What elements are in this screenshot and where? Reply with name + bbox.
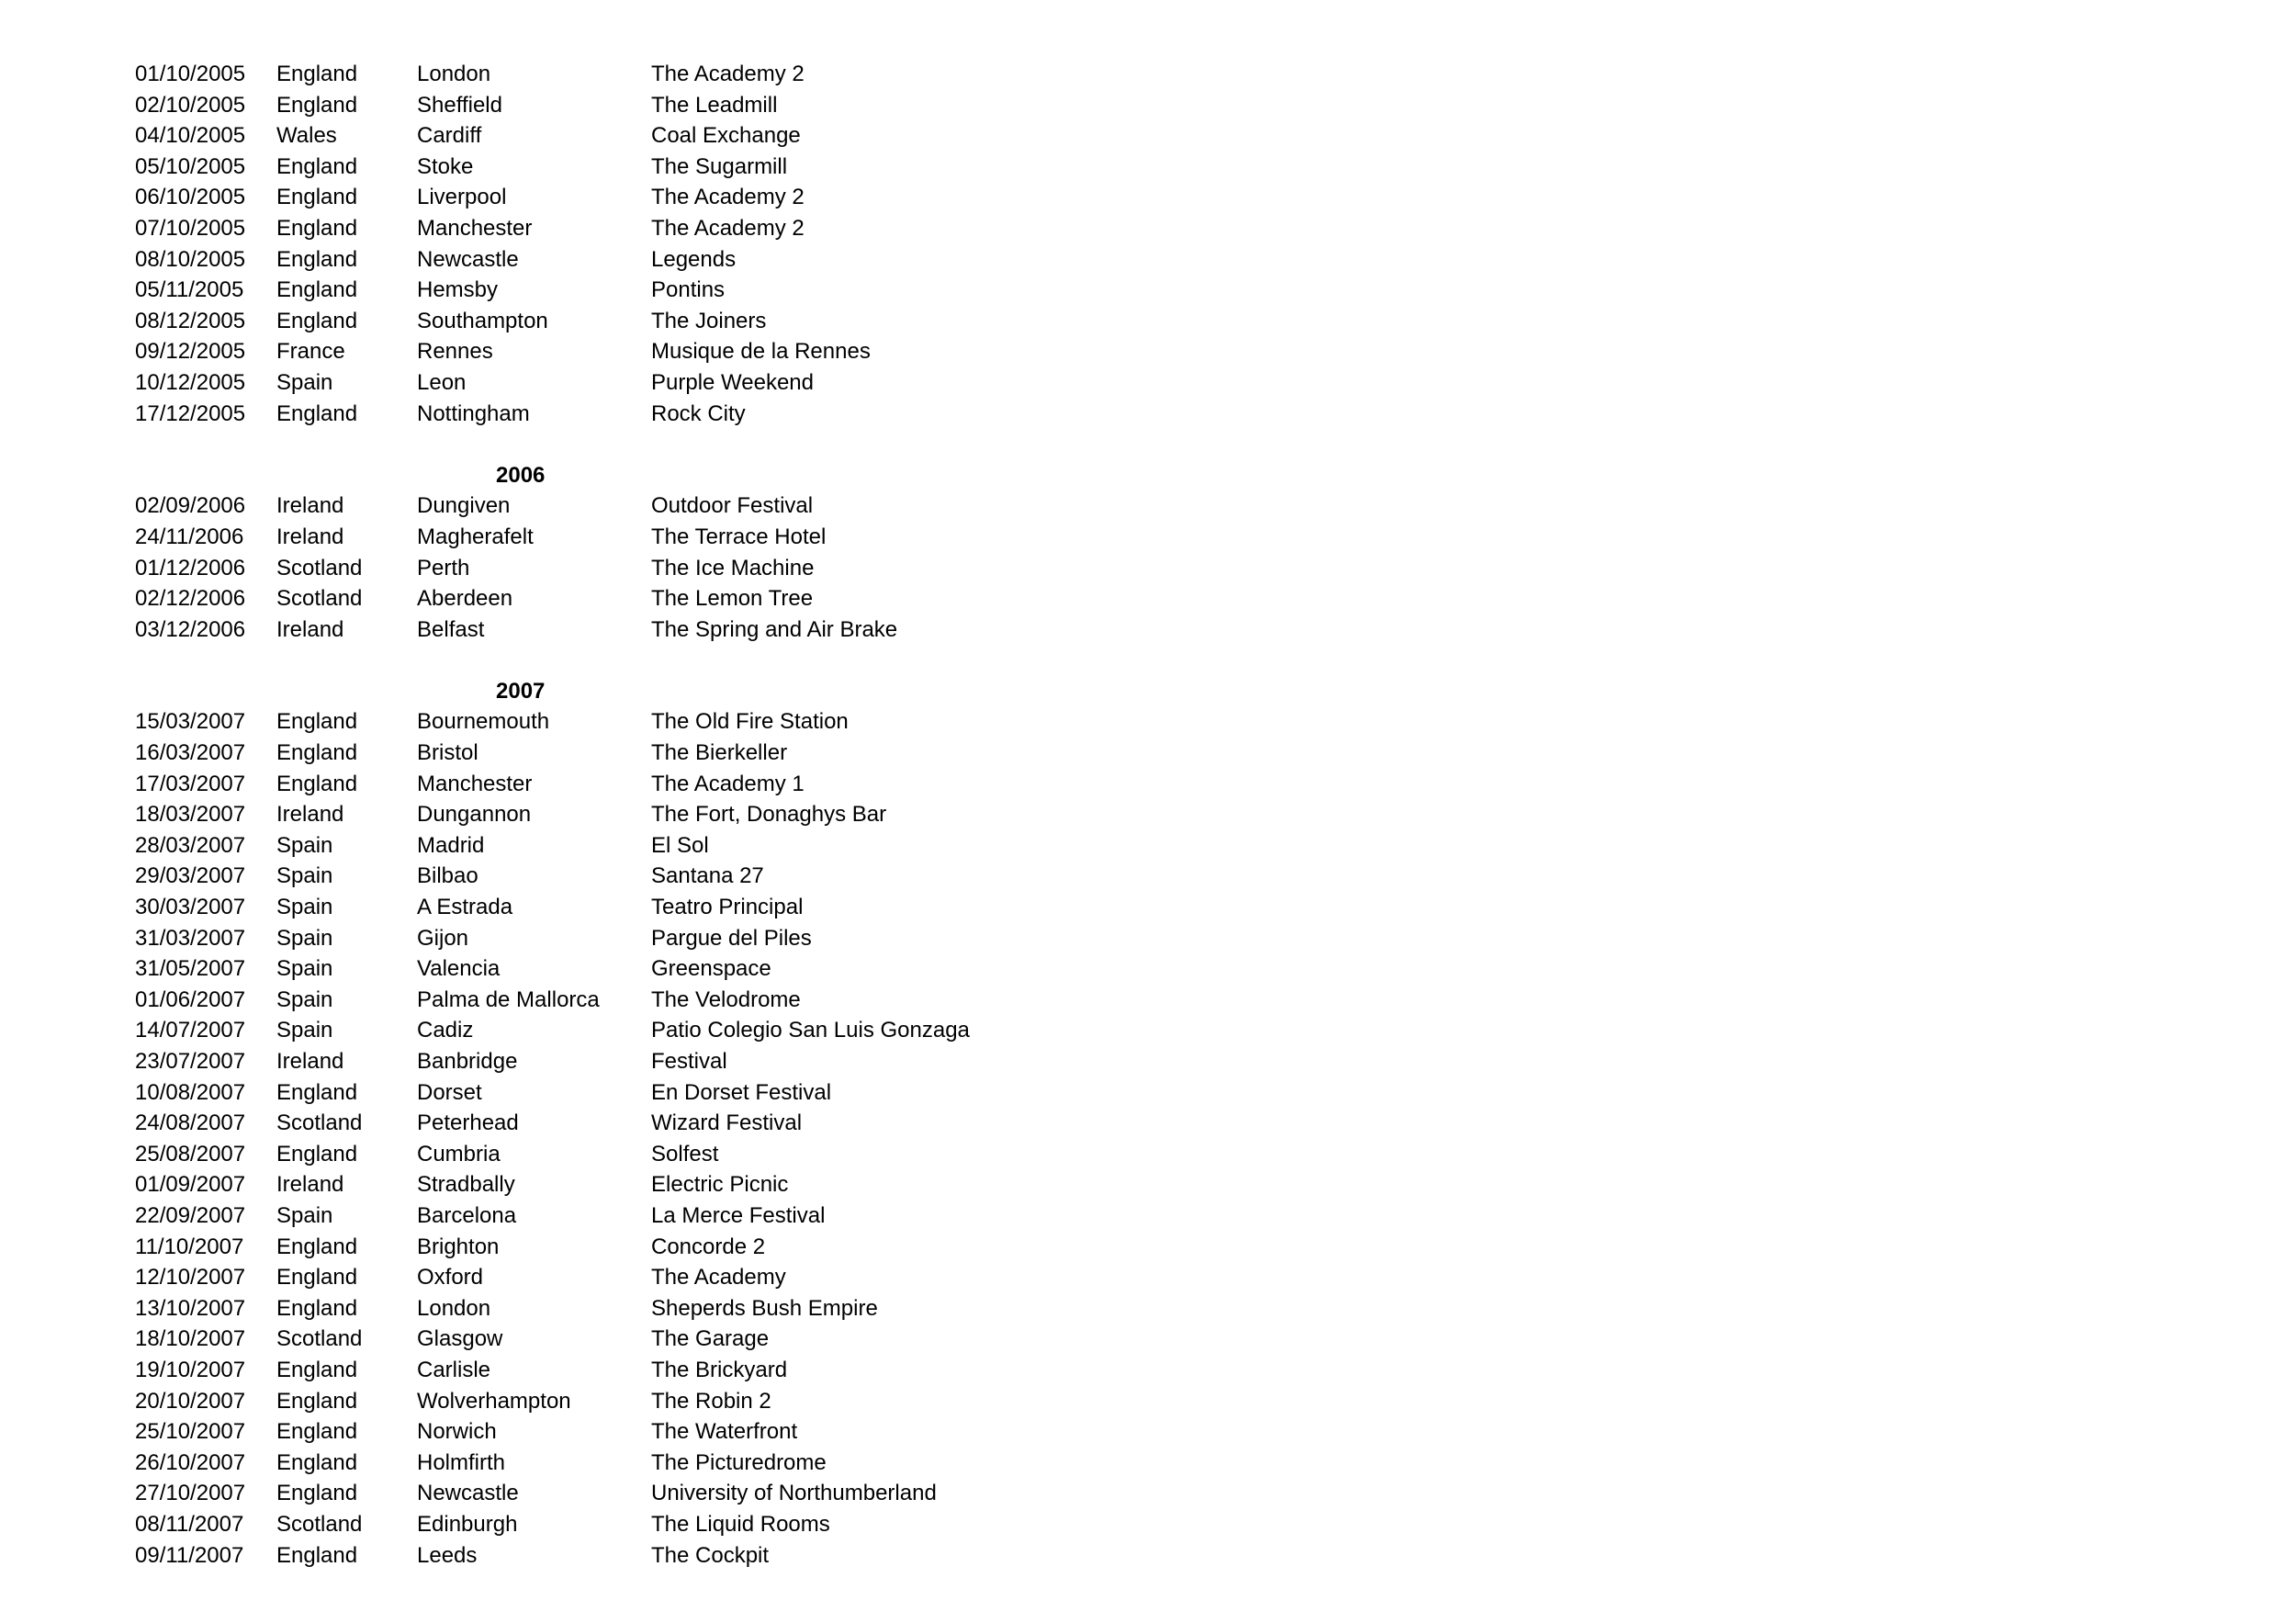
tour-date-row [135,275,1053,306]
city-cell: Aberdeen [417,586,513,612]
city-cell: Liverpool [417,185,507,210]
venue-cell: Solfest [651,1141,719,1167]
country-cell: England [276,153,358,179]
date-cell: 18/03/2007 [135,802,246,828]
venue-cell: Patio Colegio San Luis Gonzaga [651,1018,970,1043]
date-cell: 02/12/2006 [135,586,246,612]
tour-date-row [135,1077,1053,1109]
date-cell: 20/10/2007 [135,1388,246,1414]
country-cell: England [276,1357,358,1382]
venue-cell: The Bierkeller [651,740,788,766]
city-cell: Dungannon [417,802,532,828]
city-cell: Newcastle [417,1481,519,1506]
country-cell: Ireland [276,616,344,642]
city-cell: Southampton [417,308,548,333]
date-cell: 24/11/2006 [135,524,244,549]
venue-cell: The Old Fire Station [651,709,849,735]
date-cell: 29/03/2007 [135,863,246,889]
tour-date-row [135,892,1053,923]
country-cell: England [276,277,358,303]
date-cell: 12/10/2007 [135,1265,246,1291]
date-cell: 26/10/2007 [135,1449,246,1475]
date-cell: 09/11/2007 [135,1542,244,1568]
country-cell: England [276,740,358,766]
city-cell: Barcelona [417,1202,517,1228]
city-cell: Belfast [417,616,485,642]
city-cell: Valencia [417,956,501,982]
country-cell: England [276,1419,358,1445]
date-cell: 03/12/2006 [135,616,246,642]
tour-date-row [135,830,1053,862]
country-cell: England [276,400,358,426]
venue-cell: The Fort, Donaghys Bar [651,802,887,828]
tour-date-row [135,1386,1053,1417]
date-cell: 25/10/2007 [135,1419,246,1445]
country-cell: Spain [276,1202,333,1228]
date-cell: 06/10/2005 [135,185,246,210]
tour-date-row [135,861,1053,892]
tour-date-row [135,1015,1053,1046]
tour-date-row [135,336,1053,367]
city-cell: Madrid [417,832,485,858]
venue-cell: Festival [651,1049,727,1074]
country-cell: Scotland [276,586,363,612]
country-cell: Scotland [276,555,363,580]
city-cell: Wolverhampton [417,1388,571,1414]
venue-cell: The Liquid Rooms [651,1511,830,1537]
date-cell: 18/10/2007 [135,1326,246,1352]
country-cell: Spain [276,956,333,982]
venue-cell: Teatro Principal [651,895,804,920]
country-cell: England [276,185,358,210]
venue-cell: La Merce Festival [651,1202,826,1228]
city-cell: Manchester [417,771,533,796]
city-cell: Edinburgh [417,1511,518,1537]
date-cell: 19/10/2007 [135,1357,246,1382]
city-cell: Leon [417,369,467,395]
date-cell: 10/08/2007 [135,1079,246,1105]
country-cell: Spain [276,832,333,858]
country-cell: England [276,1265,358,1291]
country-cell: England [276,1481,358,1506]
city-cell: Newcastle [417,246,519,272]
city-cell: Dungiven [417,493,511,519]
venue-cell: Rock City [651,400,746,426]
venue-cell: The Ice Machine [651,555,815,580]
city-cell: Cardiff [417,123,482,149]
venue-cell: The Waterfront [651,1419,798,1445]
section-spacer [135,429,1053,460]
city-cell: Rennes [417,339,493,365]
venue-cell: The Academy [651,1265,786,1291]
tour-date-row [135,120,1053,152]
country-cell: England [276,215,358,241]
date-cell: 09/12/2005 [135,339,246,365]
tour-date-row [135,90,1053,121]
date-cell: 04/10/2005 [135,123,246,149]
venue-cell: Wizard Festival [651,1110,803,1136]
country-cell: Scotland [276,1110,363,1136]
city-cell: Palma de Mallorca [417,986,600,1012]
city-cell: Bristol [417,740,478,766]
city-cell: Bournemouth [417,709,550,735]
venue-cell: The Terrace Hotel [651,524,827,549]
venue-cell: The Spring and Air Brake [651,616,898,642]
city-cell: Manchester [417,215,533,241]
tour-date-row [135,213,1053,244]
venue-cell: Electric Picnic [651,1172,789,1198]
country-cell: Spain [276,925,333,951]
date-cell: 14/07/2007 [135,1018,246,1043]
tour-date-row [135,1416,1053,1448]
country-cell: England [276,1388,358,1414]
tour-date-row [135,522,1053,553]
city-cell: Gijon [417,925,469,951]
date-cell: 22/09/2007 [135,1202,246,1228]
date-cell: 23/07/2007 [135,1049,246,1074]
tour-date-row [135,553,1053,584]
venue-cell: Greenspace [651,956,771,982]
country-cell: Spain [276,895,333,920]
country-cell: England [276,1234,358,1259]
date-cell: 28/03/2007 [135,832,246,858]
date-cell: 31/05/2007 [135,956,246,982]
country-cell: England [276,771,358,796]
country-cell: Scotland [276,1511,363,1537]
tour-date-row [135,1478,1053,1509]
country-cell: England [276,308,358,333]
city-cell: Glasgow [417,1326,503,1352]
date-cell: 07/10/2005 [135,215,246,241]
date-cell: 11/10/2007 [135,1234,244,1259]
venue-cell: University of Northumberland [651,1481,937,1506]
country-cell: Scotland [276,1326,363,1352]
tour-date-row [135,182,1053,213]
date-cell: 02/09/2006 [135,493,246,519]
date-cell: 08/11/2007 [135,1511,244,1537]
city-cell: Hemsby [417,277,499,303]
venue-cell: The Academy 2 [651,215,805,241]
venue-cell: El Sol [651,832,709,858]
date-cell: 01/12/2006 [135,555,246,580]
tour-date-row [135,1139,1053,1170]
venue-cell: Sheperds Bush Empire [651,1295,878,1321]
venue-cell: Pargue del Piles [651,925,812,951]
tour-date-row [135,614,1053,646]
venue-cell: The Cockpit [651,1542,770,1568]
date-cell: 01/10/2005 [135,62,246,86]
tour-date-row [135,1046,1053,1077]
city-cell: Dorset [417,1079,482,1105]
country-cell: England [276,1141,358,1167]
city-cell: London [417,62,491,86]
venue-cell: En Dorset Festival [651,1079,832,1105]
city-cell: Perth [417,555,470,580]
tour-date-row [135,1262,1053,1293]
date-cell: 05/10/2005 [135,153,246,179]
tour-date-row [135,1355,1053,1386]
tour-date-row [135,1324,1053,1355]
country-cell: Ireland [276,524,344,549]
city-cell: Holmfirth [417,1449,506,1475]
tour-date-row [135,399,1053,430]
date-cell: 16/03/2007 [135,740,246,766]
date-cell: 31/03/2007 [135,925,246,951]
country-cell: Spain [276,986,333,1012]
city-cell: Cadiz [417,1018,474,1043]
country-cell: Ireland [276,1172,344,1198]
tour-date-row [135,769,1053,800]
venue-cell: The Joiners [651,308,767,333]
venue-cell: The Academy 2 [651,185,805,210]
country-cell: Wales [276,123,337,149]
tour-date-row [135,367,1053,399]
city-cell: Magherafelt [417,524,534,549]
venue-cell: Coal Exchange [651,123,801,149]
venue-cell: Santana 27 [651,863,764,889]
country-cell: England [276,1542,358,1568]
venue-cell: The Velodrome [651,986,801,1012]
country-cell: England [276,1449,358,1475]
tour-date-row [135,706,1053,738]
venue-cell: The Lemon Tree [651,586,814,612]
tour-date-row [135,1108,1053,1139]
country-cell: England [276,62,358,86]
date-cell: 08/12/2005 [135,308,246,333]
year-heading-row [135,460,1053,491]
date-cell: 02/10/2005 [135,92,246,118]
year-heading-row [135,676,1053,707]
tour-date-row [135,923,1053,954]
tour-date-row [135,1448,1053,1479]
venue-cell: The Garage [651,1326,770,1352]
venue-cell: Outdoor Festival [651,493,814,519]
tour-date-row [135,59,1053,90]
tour-date-row [135,1200,1053,1232]
date-cell: 01/09/2007 [135,1172,246,1198]
tour-date-row [135,1232,1053,1263]
venue-cell: Musique de la Rennes [651,339,871,365]
venue-cell: Purple Weekend [651,369,814,395]
date-cell: 05/11/2005 [135,277,244,303]
city-cell: Nottingham [417,400,530,426]
date-cell: 13/10/2007 [135,1295,246,1321]
city-cell: Stoke [417,153,474,179]
tour-dates-sheet [135,59,1053,1571]
venue-cell: The Picturedrome [651,1449,827,1475]
country-cell: Ireland [276,802,344,828]
city-cell: Sheffield [417,92,502,118]
tour-date-row [135,1293,1053,1324]
country-cell: England [276,709,358,735]
date-cell: 30/03/2007 [135,895,246,920]
date-cell: 27/10/2007 [135,1481,246,1506]
city-cell: Norwich [417,1419,497,1445]
date-cell: 24/08/2007 [135,1110,246,1136]
section-spacer [135,645,1053,676]
country-cell: Ireland [276,1049,344,1074]
tour-date-row [135,1509,1053,1540]
country-cell: Spain [276,369,333,395]
tour-date-row [135,953,1053,985]
date-cell: 10/12/2005 [135,369,246,395]
venue-cell: Concorde 2 [651,1234,766,1259]
city-cell: Leeds [417,1542,478,1568]
country-cell: Ireland [276,493,344,519]
tour-date-row [135,1169,1053,1200]
city-cell: London [417,1295,491,1321]
city-cell: Cumbria [417,1141,501,1167]
city-cell: Bilbao [417,863,478,889]
country-cell: England [276,92,358,118]
date-cell: 17/03/2007 [135,771,246,796]
city-cell: Banbridge [417,1049,518,1074]
city-cell: Oxford [417,1265,484,1291]
date-cell: 17/12/2005 [135,400,246,426]
tour-date-row [135,1540,1053,1572]
venue-cell: The Sugarmill [651,153,788,179]
date-cell: 15/03/2007 [135,709,246,735]
venue-cell: The Brickyard [651,1357,788,1382]
country-cell: France [276,339,345,365]
country-cell: Spain [276,1018,333,1043]
tour-date-row [135,583,1053,614]
date-cell: 25/08/2007 [135,1141,246,1167]
tour-date-row [135,799,1053,830]
country-cell: England [276,1079,358,1105]
city-cell: Stradbally [417,1172,515,1198]
venue-cell: Legends [651,246,737,272]
venue-cell: Pontins [651,277,726,303]
tour-date-row [135,738,1053,769]
tour-date-row [135,152,1053,183]
year-heading: 2006 [496,462,546,488]
city-cell: A Estrada [417,895,513,920]
venue-cell: The Robin 2 [651,1388,771,1414]
city-cell: Carlisle [417,1357,491,1382]
date-cell: 01/06/2007 [135,986,246,1012]
year-heading: 2007 [496,678,546,704]
tour-date-row [135,985,1053,1016]
tour-date-row [135,490,1053,522]
venue-cell: The Academy 1 [651,771,805,796]
country-cell: England [276,1295,358,1321]
venue-cell: The Academy 2 [651,62,805,86]
date-cell: 08/10/2005 [135,246,246,272]
tour-date-row [135,306,1053,337]
tour-date-row [135,244,1053,276]
city-cell: Peterhead [417,1110,519,1136]
country-cell: England [276,246,358,272]
country-cell: Spain [276,863,333,889]
venue-cell: The Leadmill [651,92,778,118]
city-cell: Brighton [417,1234,500,1259]
